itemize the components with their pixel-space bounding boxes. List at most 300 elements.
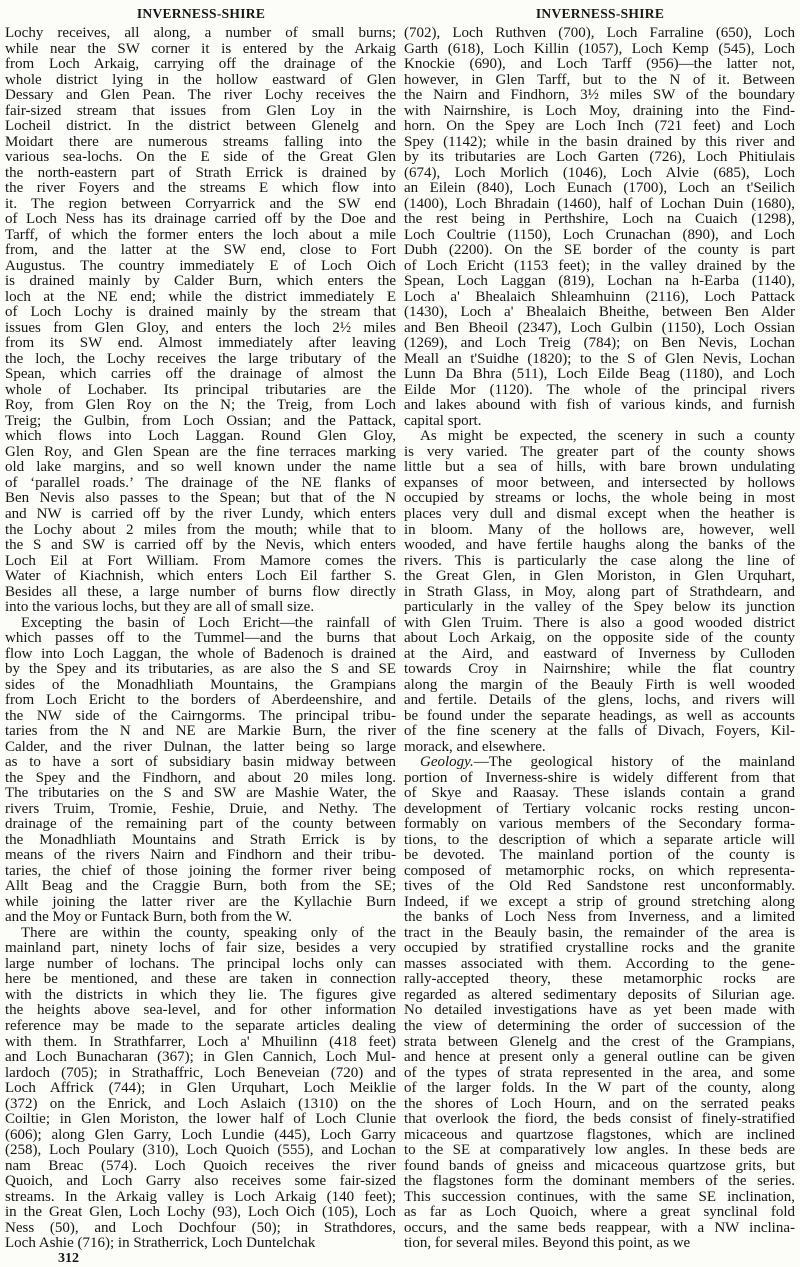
text-line: [404, 848, 795, 864]
line-text: tract in the Beauly basin, the remainder of the area is: [404, 925, 795, 941]
text-line: [404, 879, 795, 895]
text-line: [5, 1205, 396, 1221]
text-line: [5, 647, 396, 663]
line-text: Indeed, if we except a strip of ground stretching along: [404, 894, 795, 910]
text-line: [5, 228, 396, 244]
text-line: [5, 429, 396, 445]
line-text: —The geological history of the mainland: [473, 755, 795, 771]
line-text: flow into Loch Laggan, the whole of Badenoch is drained: [5, 646, 396, 662]
text-line: [404, 104, 795, 120]
paragraph: [404, 755, 795, 1252]
text-line: [404, 693, 795, 709]
line-text: to the SE at comparatively low angles. In these beds are: [404, 1143, 795, 1159]
text-line: [5, 321, 396, 337]
line-text: the Spey and the Findhorn, and about 20 miles long.: [5, 770, 396, 786]
line-text: regarded as altered sedimentary deposits of Silurian age.: [404, 987, 795, 1003]
text-line: [5, 833, 396, 849]
text-line: [5, 616, 396, 632]
line-text: Dessary and Glen Pean. The river Lochy receives the: [5, 88, 396, 104]
line-text: Quoich, and Loch Garry also receives some fair-sized: [5, 1174, 396, 1190]
line-text: be devoted. The mainland portion of the county is: [404, 848, 795, 864]
text-line: [5, 523, 396, 539]
line-text: while near the SW corner it is entered by the Arkaig: [5, 41, 396, 57]
text-line: [5, 336, 396, 352]
text-line: [5, 398, 396, 414]
line-text: Loch Affrick (744); in Glen Urquhart, Loch Meiklie: [5, 1081, 396, 1097]
line-text: of ‘parallel roads.’ The drainage of the NE flanks of: [5, 475, 396, 491]
line-text: occurs, and the same beds reappear, with a NW inclina-: [404, 1220, 795, 1236]
text-line: [5, 569, 396, 585]
line-text: (702), Loch Ruthven (700), Loch Farraline (650), Loch: [404, 26, 795, 41]
line-text: Loch a' Bhealaich Shleamhuinn (2116), Loch Pattack: [404, 289, 795, 305]
line-text: rally-accepted theory, these metamorphic rocks are: [404, 972, 795, 988]
line-text: from its SW end. Almost immediately after leaving: [5, 336, 396, 352]
line-text: composed of metamorphic rocks, on which representa-: [404, 863, 795, 879]
text-line: [404, 88, 795, 104]
line-text: Garth (618), Loch Killin (1057), Loch Kemp (545), Loch: [404, 41, 795, 57]
text-line: [404, 228, 795, 244]
text-line: [5, 243, 396, 259]
text-line: [404, 73, 795, 89]
line-text: loch at the NE end; while the district immediately E: [5, 289, 396, 305]
text-line: [404, 1190, 795, 1206]
page-number: 312: [58, 1251, 79, 1266]
line-text: with them. In Strathfarrer, Loch a' Mhuilinn (418 feet): [5, 1034, 396, 1050]
line-text: with the districts in which they lie. The figures give: [5, 987, 396, 1003]
line-text: and hence at present only a general outline can be given: [404, 1050, 795, 1066]
text-column-right: [404, 26, 795, 1252]
line-text: Spey (1142); while in the basin drained by this river and: [404, 134, 795, 150]
line-text: Loch Ashie (716); in Stratherrick, Loch Duntelchak: [5, 1236, 316, 1252]
text-line: [404, 197, 795, 213]
text-line: [5, 554, 396, 570]
line-text: of Loch Lochy is drained mainly by the stream that: [5, 305, 396, 321]
text-line: [404, 290, 795, 306]
line-text: by its tributaries are Loch Garten (726), Loch Phitiulais: [404, 150, 795, 166]
line-text: Roy, from Glen Roy on the N; the Treig, from Loch: [5, 398, 396, 414]
text-line: [404, 616, 795, 632]
text-line: [404, 243, 795, 259]
line-text: and NW is carried off by the river Lundy, which enters: [5, 506, 396, 522]
line-text: (1430), Loch a' Bhealaich Bheithe, between Ben Alder: [404, 305, 795, 321]
text-line: [5, 26, 396, 42]
text-line: [404, 926, 795, 942]
paragraph: [5, 926, 396, 1252]
text-line: [404, 166, 795, 182]
text-line: [404, 600, 795, 616]
line-text: mainland part, ninety lochs of fair size, besides a very: [5, 941, 396, 957]
text-line: [404, 259, 795, 275]
line-text: Dubh (2200). On the SE border of the county is part: [404, 243, 795, 259]
line-text: as far as Loch Quoich, where a great synclinal fold: [404, 1205, 795, 1221]
line-text: (372) on the Enrick, and Loch Aslaich (1310) on the: [5, 1096, 396, 1112]
text-line: [5, 1112, 396, 1128]
text-line: [5, 352, 396, 368]
line-text: by the Spey and its tributaries, as are also the S and SE: [5, 662, 396, 678]
line-text: drainage of the remaining part of the county between: [5, 817, 396, 833]
text-line: [404, 709, 795, 725]
text-line: [404, 569, 795, 585]
line-text: of Skye and Raasay. These islands contain a grand: [404, 786, 795, 802]
text-line: [404, 352, 795, 368]
line-text: towards Croy in Nairnshire; while the flat country: [404, 662, 795, 678]
text-line: [404, 1128, 795, 1144]
line-text: occupied by streams or lochs, the whole being in most: [404, 491, 795, 507]
text-line: [5, 259, 396, 275]
text-line: [404, 1174, 795, 1190]
line-text: nam Breac (574). Loch Quoich receives the river: [5, 1158, 396, 1174]
text-line: [5, 585, 396, 601]
text-line: [404, 181, 795, 197]
text-line: [404, 1236, 795, 1252]
text-line: [404, 321, 795, 337]
line-text: various sea-lochs. On the E side of the Great Glen: [5, 150, 396, 166]
text-line: [5, 305, 396, 321]
text-line: [5, 1221, 396, 1237]
line-text: the NW side of the Cairngorms. The principal tribu-: [5, 708, 396, 724]
line-text: morack, and elsewhere.: [404, 739, 546, 755]
text-line: [5, 57, 396, 73]
text-line: [404, 941, 795, 957]
text-line: [404, 383, 795, 399]
text-line: [5, 848, 396, 864]
line-text: masses associated with them. According to the gene-: [404, 956, 795, 972]
line-text: particularly in the valley of the Spey below its junction: [404, 600, 795, 616]
line-text: (606); along Glen Garry, Loch Lundie (445), Loch Garry: [5, 1127, 396, 1143]
text-line: [404, 1221, 795, 1237]
text-line: [5, 1050, 396, 1066]
line-text: and fertile. Details of the glens, lochs, and rivers will: [404, 693, 795, 709]
line-text: This succession continues, with the same SE inclination,: [404, 1189, 795, 1205]
text-line: [404, 895, 795, 911]
line-text: Allt Beag and the Craggie Burn, both from the SE;: [5, 879, 396, 895]
text-line: [5, 460, 396, 476]
text-line: [5, 150, 396, 166]
text-line: [404, 972, 795, 988]
text-line: [5, 926, 396, 942]
text-line: [5, 119, 396, 135]
line-text: the rest being in Perthshire, Loch na Cuaich (1298),: [404, 212, 795, 228]
text-line: [404, 554, 795, 570]
text-line: [5, 445, 396, 461]
line-text: Ness (50), and Loch Dochfour (50); in Strathdores,: [5, 1220, 396, 1236]
line-text: found bands of gneiss and micaceous quartzose grits, but: [404, 1158, 795, 1174]
line-text: old lake margins, and so well known under the name: [5, 460, 396, 476]
text-line: [5, 1190, 396, 1206]
line-text: into the various lochs, but they are all of small size.: [5, 600, 315, 616]
line-text: Coiltie; in Glen Moriston, the lower half of Loch Clunie: [5, 1112, 396, 1128]
text-line: [404, 755, 795, 771]
line-text: about Loch Arkaig, on the opposite side of the county: [404, 631, 795, 647]
text-line: [404, 57, 795, 73]
line-text: Lunn Da Bhra (511), Loch Eilde Beag (1180), and Loch: [404, 367, 795, 383]
line-text: from Loch Arkaig, carrying off the drainage of the: [5, 57, 396, 73]
text-line: [404, 414, 795, 430]
paragraph: [404, 429, 795, 755]
text-line: [5, 181, 396, 197]
line-text: reference may be made to the separate articles dealing: [5, 1019, 396, 1034]
text-line: [5, 414, 396, 430]
line-text: with Nairnshire, is Loch Moy, draining into the Find-: [404, 103, 795, 119]
line-text: Ben Nevis also passes to the Spean; but that of the N: [5, 491, 396, 507]
text-line: [5, 73, 396, 89]
line-text: of the larger folds. In the W part of the county, along: [404, 1081, 795, 1097]
text-line: [5, 709, 396, 725]
text-line: [404, 507, 795, 523]
line-text: and Loch Bunacharan (367); in Glen Cannich, Loch Mul-: [5, 1050, 396, 1066]
text-line: [404, 1143, 795, 1159]
line-text: lardoch (705); in Strathaffric, Loch Beneveian (720) and: [5, 1065, 396, 1081]
text-line: [404, 336, 795, 352]
text-line: [404, 771, 795, 787]
text-line: [404, 1097, 795, 1113]
text-line: [404, 740, 795, 756]
text-line: [404, 662, 795, 678]
line-text: As might be expected, the scenery in such a county: [420, 429, 795, 445]
line-text: of Loch Ness has its drainage carried off by the Doe and: [5, 212, 396, 228]
text-line: [5, 274, 396, 290]
line-text: of the types of strata represented in the area, and some: [404, 1065, 795, 1081]
text-line: [404, 864, 795, 880]
text-line: [404, 988, 795, 1004]
text-line: [404, 1205, 795, 1221]
text-line: [404, 398, 795, 414]
text-line: [404, 1112, 795, 1128]
line-text: of the fine scenery at the falls of Divach, Foyers, Kil-: [404, 724, 795, 740]
line-text: the Lochy about 2 miles from the mouth; while that to: [5, 522, 396, 538]
text-line: [404, 1066, 795, 1082]
text-line: [404, 833, 795, 849]
text-line: [404, 367, 795, 383]
text-line: [5, 817, 396, 833]
text-line: [404, 212, 795, 228]
line-text: rivers. This is particularly the case along the line of: [404, 553, 795, 569]
line-text: wooded, and have fertile haughs along the banks of the: [404, 538, 795, 554]
text-line: [5, 507, 396, 523]
line-text: sides of the Monadhliath Mountains, the Grampians: [5, 677, 396, 693]
text-line: [404, 491, 795, 507]
line-text: expanses of moor between, and intersected by hollows: [404, 475, 795, 491]
text-line: [404, 476, 795, 492]
line-text: the Nairn and Findhorn, 3½ miles SW of the boundary: [404, 88, 795, 104]
line-text: tives of the Old Red Sandstone rest unconformably.: [404, 879, 795, 895]
text-line: [5, 864, 396, 880]
line-text: micaceous and quartzose flagstones, which are inclined: [404, 1127, 795, 1143]
text-line: [5, 383, 396, 399]
line-text: is drained mainly by Calder Burn, which enters the: [5, 274, 396, 290]
line-text: from Loch Ericht to the borders of Aberdeenshire, and: [5, 693, 396, 709]
line-text: Spean, Loch Laggan (819), Lochan na h-Earba (1140),: [404, 274, 795, 290]
line-text: horn. On the Spey are Loch Inch (721 feet) and Loch: [404, 119, 795, 135]
line-text: is very varied. The greater part of the county shows: [404, 444, 795, 460]
line-text: in Strath Glass, in Moy, along part of Strathdearn, and: [404, 584, 795, 600]
line-text: large number of lochans. The principal lochs only can: [5, 956, 396, 972]
text-line: [5, 104, 396, 120]
line-text: in the Great Glen, Loch Lochy (93), Loch Oich (105), Loch: [5, 1205, 396, 1221]
text-line: [404, 910, 795, 926]
text-line: [5, 771, 396, 787]
text-line: [5, 1019, 396, 1035]
text-line: [5, 166, 396, 182]
line-text: Locheil district. In the district between Glenelg and: [5, 119, 396, 135]
line-text: portion of Inverness-shire is widely different from that: [404, 770, 795, 786]
line-text: Excepting the basin of Loch Ericht—the rainfall of: [21, 615, 396, 631]
text-line: [5, 197, 396, 213]
line-text: rivers Truim, Tromie, Feshie, Druie, and Nethy. The: [5, 801, 396, 817]
line-text: here be mentioned, and these are taken in connection: [5, 972, 396, 988]
text-line: [5, 476, 396, 492]
text-line: [5, 988, 396, 1004]
line-text: little but a sea of hills, with bare brown undulating: [404, 460, 795, 476]
running-header-left: INVERNESS-SHIRE: [136, 6, 266, 21]
text-line: [5, 1128, 396, 1144]
line-text: however, in Glen Tarff, but to the N of it. Between: [404, 72, 795, 88]
line-text: as to have a sort of subsidiary basin midway between: [5, 755, 396, 771]
line-text: issues from Glen Gloy, and enters the loch 2½ miles: [5, 320, 396, 336]
line-text: No detailed investigations have as yet been made with: [404, 1003, 795, 1019]
line-text: the view of determining the order of succession of the: [404, 1019, 795, 1034]
text-line: [404, 523, 795, 539]
line-text: the Monadhliath Mountains and Strath Errick is by: [5, 832, 396, 848]
text-line: [5, 135, 396, 151]
line-text: the loch, the Lochy receives the large tributary of the: [5, 351, 396, 367]
text-line: [5, 724, 396, 740]
line-text: and Ben Bheoil (2347), Loch Gulbin (1150), Loch Ossian: [404, 320, 795, 336]
line-text: whole district lying in the hollow eastward of Glen: [5, 72, 396, 88]
text-line: [5, 1143, 396, 1159]
line-text: the shores of Loch Hourn, and on the serrated peaks: [404, 1096, 795, 1112]
text-line: [5, 895, 396, 911]
line-text: the north-eastern part of Strath Errick is drained by: [5, 165, 396, 181]
text-line: [5, 600, 396, 616]
text-line: [404, 817, 795, 833]
text-line: [404, 1003, 795, 1019]
text-line: [5, 1035, 396, 1051]
line-text: of Loch Ericht (1153 feet); in the valley drained by the: [404, 258, 795, 274]
line-text: Water of Kiachnish, which enters Loch Eil farther S.: [5, 569, 396, 585]
text-line: [5, 88, 396, 104]
line-text: formably on various members of the Secondary forma-: [404, 817, 795, 833]
text-line: [404, 460, 795, 476]
line-text: Treig; the Gulbin, from Loch Ossian; and the Pattack,: [5, 413, 396, 429]
line-text: an Eilein (840), Loch Eunach (1700), Loch an t'Seilich: [404, 181, 795, 197]
line-text: places very dull and dismal except when the heather is: [404, 506, 795, 522]
text-line: [404, 802, 795, 818]
line-text: (1269), and Loch Treig (784); on Ben Nevis, Lochan: [404, 336, 795, 352]
line-text: the Great Glen, in Glen Moriston, in Glen Urquhart,: [404, 569, 795, 585]
line-text: strata between Glenelg and the crest of the Grampians,: [404, 1034, 795, 1050]
text-line: [5, 755, 396, 771]
text-line: [5, 1236, 396, 1252]
text-line: [404, 119, 795, 135]
text-line: [404, 26, 795, 42]
line-text: which passes off to the Tummel—and the burns that: [5, 631, 396, 647]
text-line: [404, 724, 795, 740]
line-text: it. The region between Corryarrick and the SW end: [5, 196, 396, 212]
line-text: along the margin of the Beauly Firth is well wooded: [404, 677, 795, 693]
line-text: with Glen Truim. There is also a good wooded district: [404, 615, 795, 631]
text-line: [404, 274, 795, 290]
line-text: tion, for several miles. Beyond this point, as we: [404, 1236, 691, 1252]
line-text: Lochy receives, all along, a number of small burns;: [5, 26, 396, 41]
line-text: Calder, and the river Dulnan, the latter being so large: [5, 739, 396, 755]
text-line: [404, 585, 795, 601]
line-text: the S and SW is carried off by the Nevis, which enters: [5, 538, 396, 554]
line-text: occupied by stratified crystalline rocks and the granite: [404, 941, 795, 957]
text-line: [5, 910, 396, 926]
line-text: (674), Loch Morlich (1046), Loch Alvie (685), Loch: [404, 165, 795, 181]
text-line: [5, 957, 396, 973]
text-line: [404, 1035, 795, 1051]
paragraph: [5, 26, 396, 616]
line-text: taries, the chief of those joining the former river being: [5, 863, 396, 879]
line-text: tions, to the description of which a separate article will: [404, 832, 795, 848]
paragraph: [5, 616, 396, 926]
line-text: development of Tertiary volcanic rocks resting uncon-: [404, 801, 795, 817]
text-line: [404, 538, 795, 554]
text-line: [404, 647, 795, 663]
text-line: [404, 678, 795, 694]
line-text: the banks of Loch Ness from Inverness, and a limited: [404, 910, 795, 926]
text-line: [5, 972, 396, 988]
line-text: Glen Roy, and Glen Spean are the fine terraces marking: [5, 444, 396, 460]
line-text: Loch Eil at Fort William. From Mamore comes the: [5, 553, 396, 569]
text-line: [404, 305, 795, 321]
text-line: [5, 786, 396, 802]
text-line: [5, 212, 396, 228]
text-line: [404, 135, 795, 151]
text-line: [5, 1174, 396, 1190]
line-text: the river Foyers and the streams E which flow into: [5, 181, 396, 197]
text-line: [5, 693, 396, 709]
text-line: [5, 42, 396, 58]
line-text: whole of Lochaber. Its principal tributaries are the: [5, 382, 396, 398]
text-line: [404, 957, 795, 973]
text-line: [5, 290, 396, 306]
text-line: [5, 1003, 396, 1019]
text-line: [404, 42, 795, 58]
line-text: There are within the county, speaking only of the: [21, 925, 396, 941]
line-text: means of the rivers Nairn and Findhorn and their tribu-: [5, 848, 396, 864]
text-column-left: [5, 26, 396, 1252]
text-line: [5, 1097, 396, 1113]
line-text: Augustus. The country immediately E of Loch Oich: [5, 258, 396, 274]
line-text: the heights above sea-level, and for other information: [5, 1003, 396, 1019]
text-line: [5, 941, 396, 957]
line-text: The tributaries on the S and SW are Mashie Water, the: [5, 786, 396, 802]
line-text: Tarff, of which the former enters the loch about a mile: [5, 227, 396, 243]
text-line: [5, 662, 396, 678]
line-text: which flows into Loch Laggan. Round Glen Gloy,: [5, 429, 396, 445]
line-text: Spean, which carries off the drainage of almost the: [5, 367, 396, 383]
text-line: [5, 491, 396, 507]
text-line: [5, 367, 396, 383]
line-text: from, and the latter at the SW end, close to Fort: [5, 243, 396, 259]
line-text: taries from the N and NE are Markie Burn, the river: [5, 724, 396, 740]
line-text: (258), Loch Poulary (310), Loch Quoich (555), and Lochan: [5, 1143, 396, 1159]
line-text: and the Moy or Funtack Burn, both from the W.: [5, 910, 293, 926]
text-line: [5, 538, 396, 554]
line-text: Loch Coultrie (1150), Loch Crunachan (890), and Loch: [404, 227, 795, 243]
text-line: [5, 678, 396, 694]
line-text: fair-sized stream that issues from Glen Loy in the: [5, 103, 396, 119]
line-text: and lakes abound with fish of various kinds, and furnish: [404, 398, 795, 414]
text-line: [404, 631, 795, 647]
line-text: at the Aird, and eastward of Inverness by Culloden: [404, 646, 795, 662]
text-line: [5, 631, 396, 647]
section-heading: Geology.: [420, 755, 474, 771]
text-line: [404, 1050, 795, 1066]
